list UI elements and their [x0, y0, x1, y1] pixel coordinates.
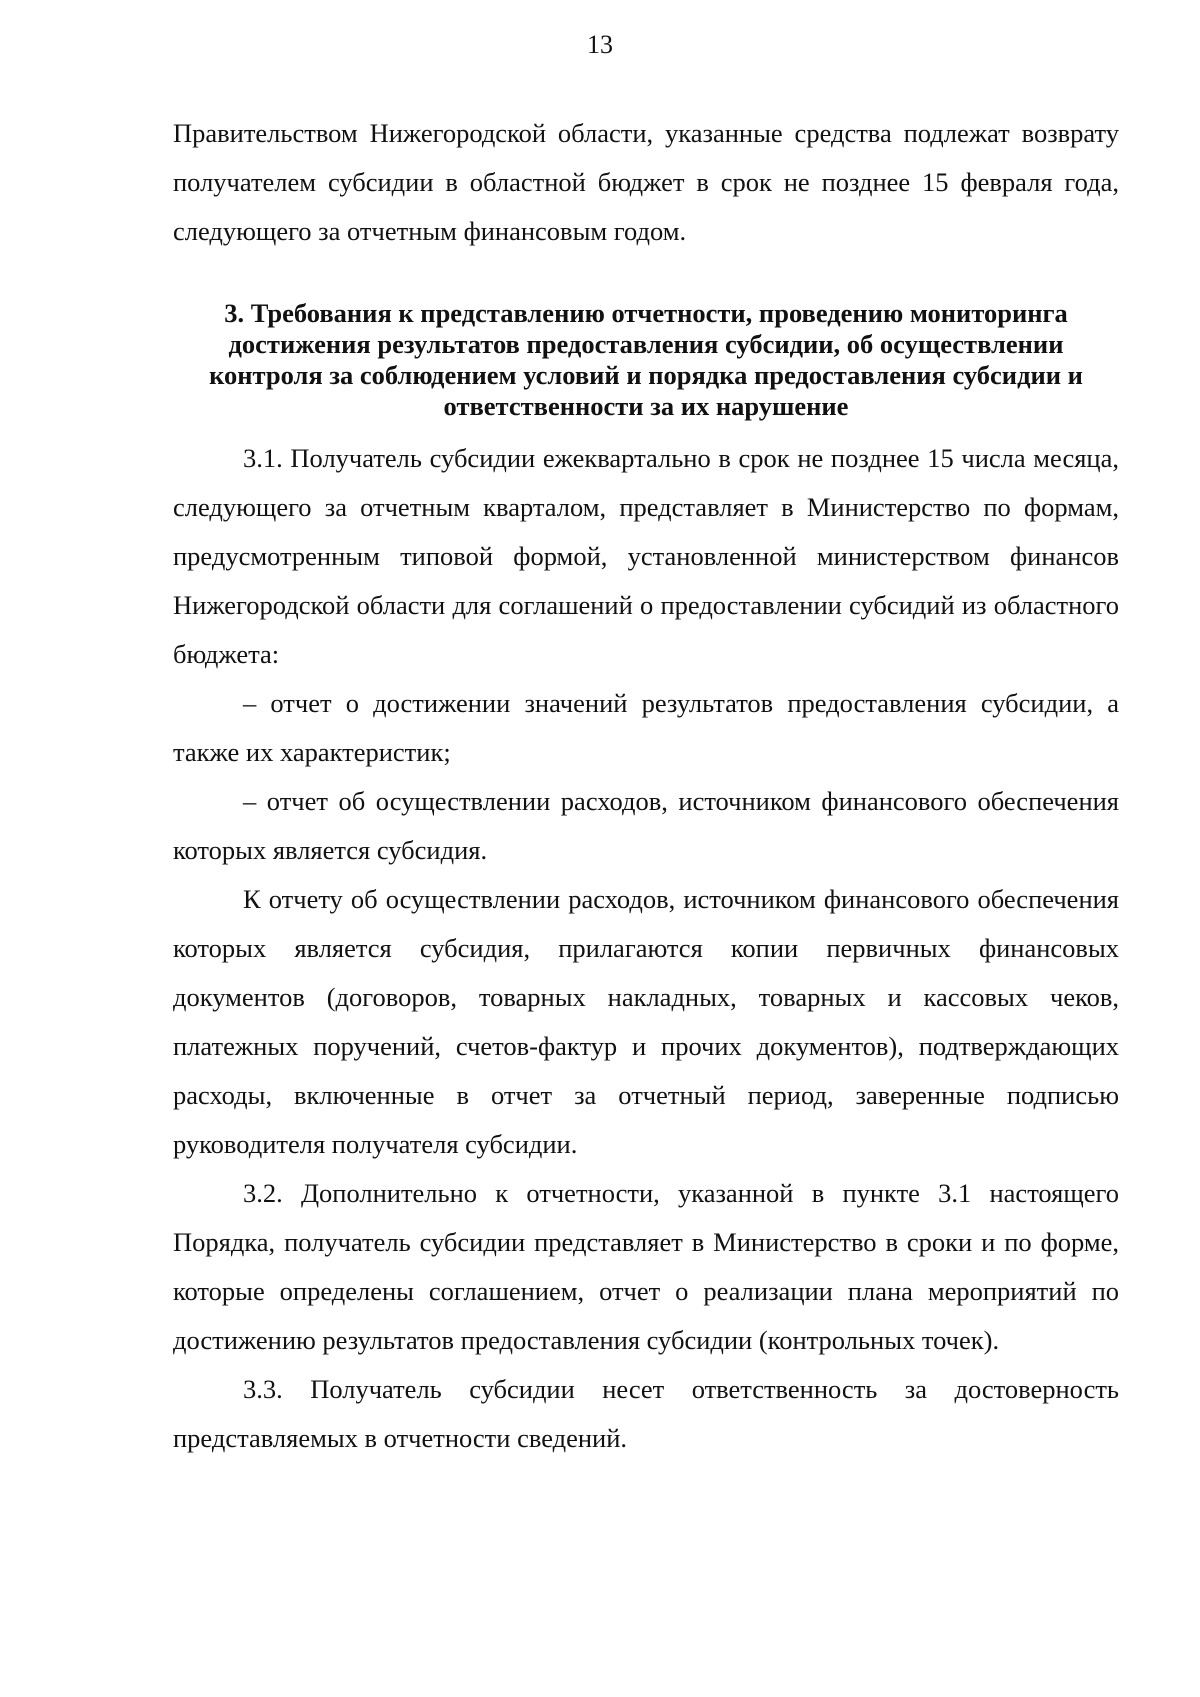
section-heading: 3. Требования к представлению отчетности, проведению мониторинга достижения результатов предоставления субсидии, об осуществлении контроля за соблюдением условий и порядка предоставления субсидии и ответственности за их нарушение — [209, 298, 1083, 421]
document-body — [173, 109, 1119, 1463]
paragraph-attachments: К отчету об осуществлении расходов, источником финансового обеспечения которых является субсидия, прилагаются копии первичных финансовых документов (договоров, товарных накладных, товарных и кассовых чеков, платежных поручений, счетов-фактур и прочих документов), подтверждающих расходы, включенные в отчет за отчетный период, заверенные подписью руководителя получателя субсидии. — [173, 884, 1119, 1159]
page-number: 13 — [587, 30, 613, 59]
paragraph-3-2: 3.2. Дополнительно к отчетности, указанной в пункте 3.1 настоящего Порядка, получатель субсидии представляет в Министерство в сроки и по форме, которые определены соглашением, отчет о реализации плана мероприятий по достижению результатов предоставления субсидии (контрольных точек). — [173, 1178, 1119, 1355]
paragraph-3-1: 3.1. Получатель субсидии ежеквартально в срок не позднее 15 числа месяца, следующего за отчетным кварталом, представляет в Министерство по формам, предусмотренным типовой формой, установленной министерством финансов Нижегородской области для соглашений о предоставлении субсидий из областного бюджета: — [173, 443, 1119, 669]
paragraph-3-3: 3.3. Получатель субсидии несет ответственность за достоверность представляемых в отчетности сведений. — [173, 1374, 1119, 1453]
list-item-report-results: – отчет о достижении значений результатов предоставления субсидии, а также их характеристик; — [173, 688, 1119, 767]
paragraph-continuation: Правительством Нижегородской области, указанные средства подлежат возврату получателем субсидии в областной бюджет в срок не позднее 15 февраля года, следующего за отчетным финансовым годом. — [173, 118, 1119, 246]
list-item-report-expenses: – отчет об осуществлении расходов, источником финансового обеспечения которых является субсидия. — [173, 786, 1119, 865]
